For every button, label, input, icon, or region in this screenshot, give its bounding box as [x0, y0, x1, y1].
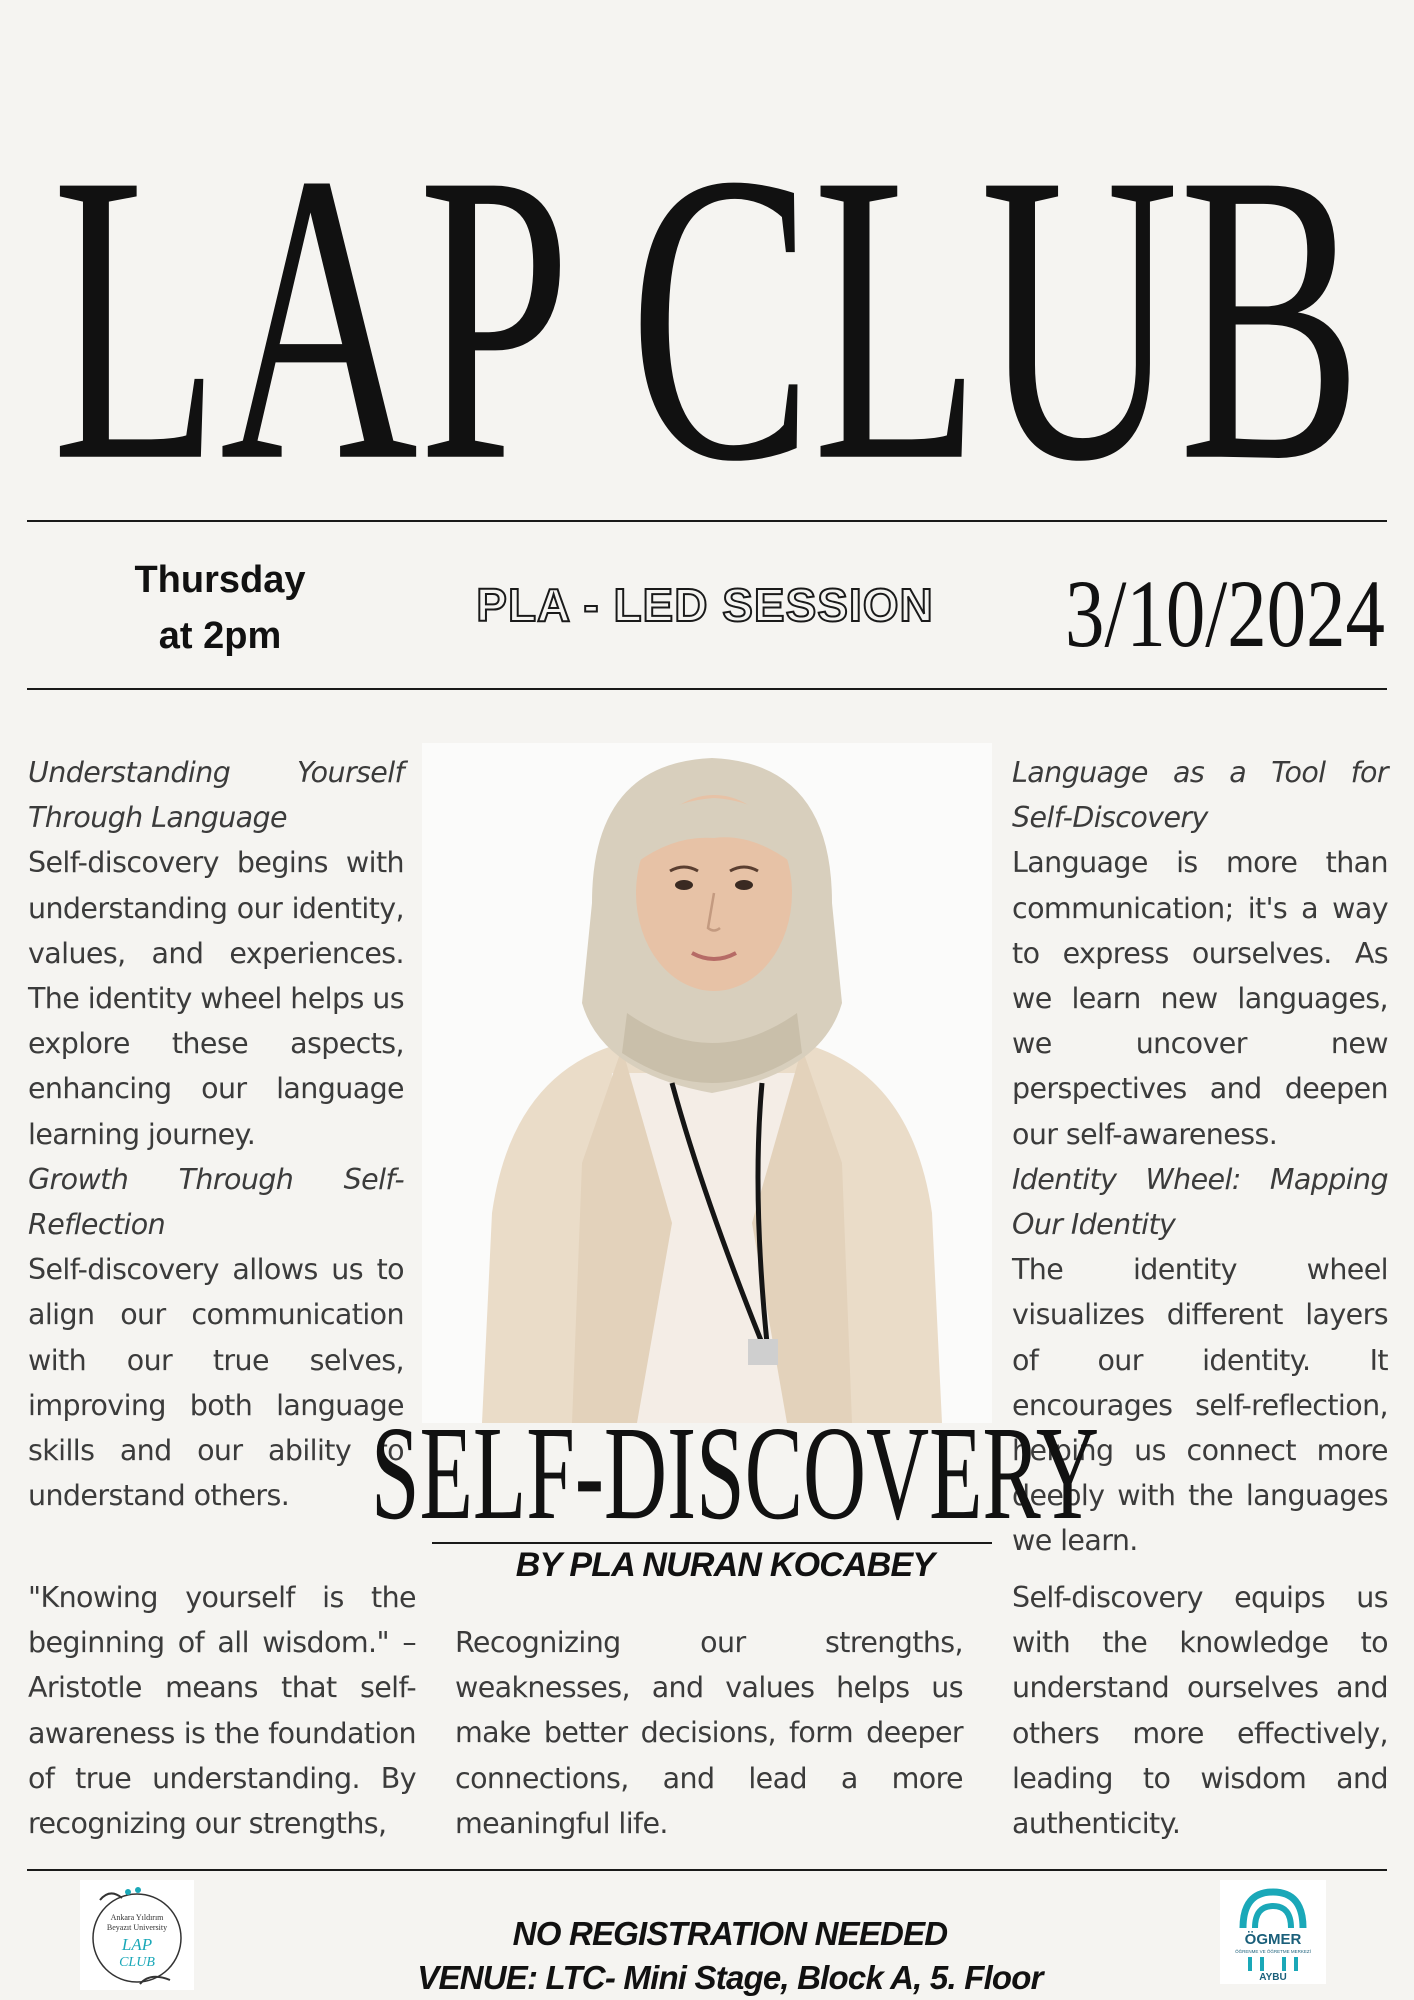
speaker-photo — [422, 743, 992, 1423]
lap-club-logo-line2: Beyazıt University — [106, 1923, 168, 1932]
ogmer-logo-line1: ÖGMER — [1244, 1931, 1302, 1948]
left-body-2: Self-discovery allows us to align our communication with our true selves, improving both language skills and our ability to understand others. — [28, 1253, 404, 1513]
top-rule — [27, 520, 1387, 522]
left-column — [28, 750, 404, 1518]
byline-rule — [432, 1542, 992, 1544]
masthead-title: LAP CLUB — [52, 89, 1363, 490]
bottom-rule — [27, 1869, 1387, 1871]
event-date-text: 3/10/2024 — [1065, 560, 1385, 664]
session-label: PLA - LED SESSION — [476, 579, 934, 631]
right-body-2: The identity wheel visualizes different layers of our identity. It encourages self-reflection, helping us connect more deeply with the languages we learn. — [1012, 1253, 1388, 1558]
lap-club-logo-line3: LAP — [121, 1935, 153, 1954]
right-body-1: Language is more than communication; it's a way to express ourselves. As we learn new languages, we uncover new perspectives and deepen our self-awareness. — [1012, 846, 1388, 1151]
speaker-portrait-illustration — [422, 743, 992, 1423]
bottom-left-text: "Knowing yourself is the beginning of all wisdom." – Aristotle means that self-awareness is the foundation of true understanding. By recognizing our strengths, — [28, 1581, 416, 1841]
event-day: Thursday — [134, 559, 306, 601]
right-heading-2: Identity Wheel: Mapping Our Identity — [1012, 1162, 1388, 1242]
left-heading-2: Growth Through Self-Reflection — [28, 1162, 404, 1242]
middle-rule — [27, 688, 1387, 690]
registration-note: NO REGISTRATION NEEDED — [512, 1915, 948, 1952]
ogmer-logo-icon — [1220, 1880, 1326, 1984]
lap-club-logo-line4: CLUB — [119, 1955, 155, 1970]
ogmer-logo-line2: ÖĞRENME VE ÖĞRETME MERKEZİ — [1235, 1949, 1311, 1954]
ogmer-logo — [1220, 1880, 1326, 1984]
lap-club-logo-icon — [80, 1880, 194, 1990]
event-time: at 2pm — [158, 615, 282, 657]
left-body-1: Self-discovery begins with understanding our identity, values, and experiences. The identity wheel helps us explore these aspects, enhancing our language learning journey. — [28, 846, 404, 1151]
masthead — [0, 40, 1414, 490]
venue-note: VENUE: LTC- Mini Stage, Block A, 5. Floor — [417, 1959, 1043, 1996]
event-date — [1030, 554, 1390, 664]
subtitle-text: SELF-DISCOVERY — [371, 1399, 1100, 1530]
left-heading-1: Understanding Yourself Through Language — [28, 756, 404, 835]
bottom-center-text: Recognizing our strengths, weaknesses, and values helps us make better decisions, form deeper connections, and lead a more meaningful life. — [455, 1626, 963, 1840]
footer-info — [380, 1912, 1080, 2000]
bottom-right-text: Self-discovery equips us with the knowledge to understand ourselves and others more effectively, leading to wisdom and authenticity. — [1012, 1581, 1388, 1841]
subtitle — [360, 1370, 1110, 1530]
byline: BY PLA NURAN KOCABEY — [515, 1546, 935, 1584]
ogmer-logo-line3: AYBU — [1259, 1972, 1287, 1983]
lap-club-logo-line1: Ankara Yıldırım — [110, 1913, 164, 1922]
lap-club-logo — [80, 1880, 194, 1990]
event-day-time — [95, 552, 345, 664]
right-heading-1: Language as a Tool for Self-Discovery — [1012, 756, 1388, 835]
